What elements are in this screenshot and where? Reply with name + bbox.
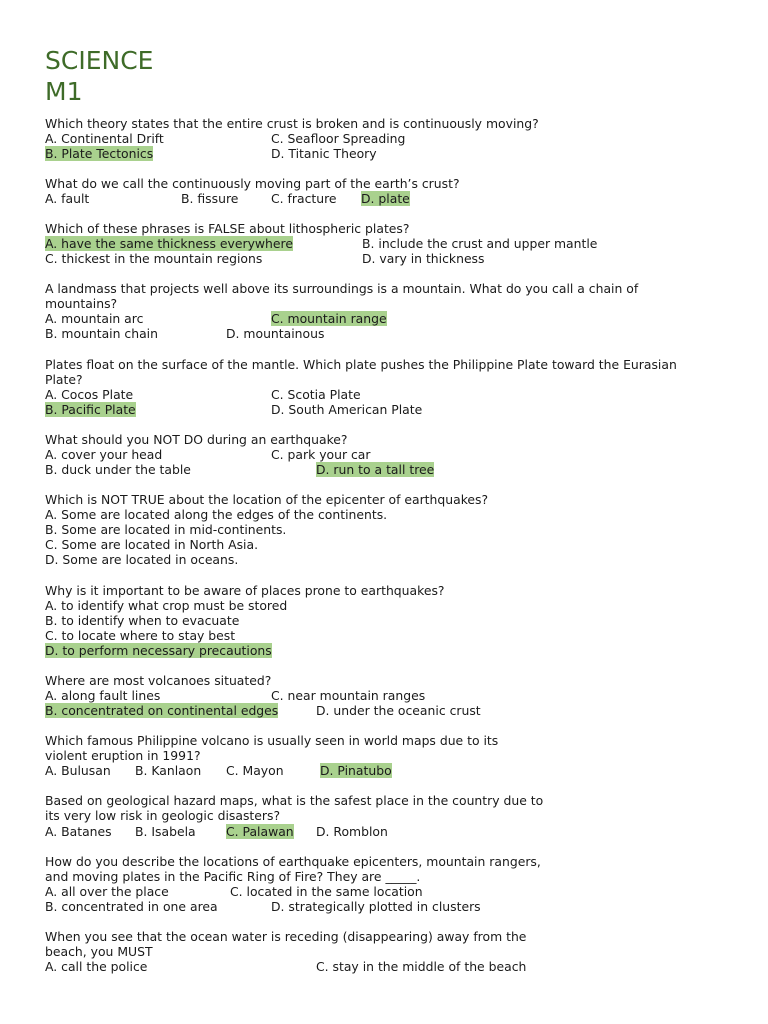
correct-answer-option: C. Palawan: [226, 824, 294, 839]
correct-answer-option: B. concentrated on continental edges: [45, 703, 279, 718]
correct-answer-option: B. Pacific Plate: [45, 402, 136, 417]
correct-answer-option: A. have the same thickness everywhere: [45, 236, 293, 251]
question-text: What do we call the continuously moving part of the earth’s crust?: [45, 176, 460, 191]
answer-option: B. duck under the table: [45, 462, 191, 477]
question-text: Which is NOT TRUE about the location of the epicenter of earthquakes?: [45, 492, 489, 507]
answer-option: B. Kanlaon: [135, 763, 202, 778]
answer-option: C. fracture: [271, 191, 337, 206]
answer-option: A. Bulusan: [45, 763, 111, 778]
question-text: beach, you MUST: [45, 944, 153, 959]
question-text: When you see that the ocean water is receding (disappearing) away from the: [45, 929, 527, 944]
answer-option: D. Titanic Theory: [271, 146, 377, 161]
question-text: Which of these phrases is FALSE about lithospheric plates?: [45, 221, 410, 236]
answer-option: D. vary in thickness: [362, 251, 485, 266]
answer-option: C. Seafloor Spreading: [271, 131, 406, 146]
answer-option: C. located in the same location: [230, 884, 423, 899]
answer-option: A. Cocos Plate: [45, 387, 134, 402]
answer-option: D. Romblon: [316, 824, 388, 839]
answer-option: D. Some are located in oceans.: [45, 552, 239, 567]
answer-option: A. call the police: [45, 959, 148, 974]
answer-option: A. fault: [45, 191, 90, 206]
question-text: Plates float on the surface of the mantle. Which plate pushes the Philippine Plate toward the Eurasian: [45, 357, 677, 372]
answer-option: A. Continental Drift: [45, 131, 164, 146]
answer-option: C. Scotia Plate: [271, 387, 361, 402]
correct-answer-option: B. Plate Tectonics: [45, 146, 154, 161]
answer-option: C. Some are located in North Asia.: [45, 537, 259, 552]
answer-option: D. mountainous: [226, 326, 325, 341]
answer-option: B. include the crust and upper mantle: [362, 236, 598, 251]
answer-option: A. all over the place: [45, 884, 169, 899]
answer-option: B. Isabela: [135, 824, 196, 839]
question-text: Where are most volcanoes situated?: [45, 673, 272, 688]
answer-option: A. along fault lines: [45, 688, 161, 703]
answer-option: C. to locate where to stay best: [45, 628, 236, 643]
correct-answer-option: D. plate: [361, 191, 410, 206]
subject-title: SCIENCE: [45, 46, 154, 75]
answer-option: A. to identify what crop must be stored: [45, 598, 288, 613]
correct-answer-option: D. run to a tall tree: [316, 462, 435, 477]
question-text: mountains?: [45, 296, 118, 311]
question-text: Why is it important to be aware of places prone to earthquakes?: [45, 583, 445, 598]
question-text: Which famous Philippine volcano is usually seen in world maps due to its: [45, 733, 499, 748]
answer-option: C. park your car: [271, 447, 371, 462]
answer-option: B. concentrated in one area: [45, 899, 218, 914]
question-text: its very low risk in geologic disasters?: [45, 808, 281, 823]
answer-option: A. mountain arc: [45, 311, 144, 326]
answer-option: C. Mayon: [226, 763, 284, 778]
question-text: What should you NOT DO during an earthquake?: [45, 432, 348, 447]
answer-option: C. near mountain ranges: [271, 688, 426, 703]
question-text: A landmass that projects well above its surroundings is a mountain. What do you call a chain of: [45, 281, 639, 296]
question-text: Plate?: [45, 372, 83, 387]
answer-option: A. cover your head: [45, 447, 163, 462]
answer-option: A. Batanes: [45, 824, 112, 839]
answer-option: C. stay in the middle of the beach: [316, 959, 527, 974]
answer-option: B. Some are located in mid-continents.: [45, 522, 287, 537]
answer-option: D. South American Plate: [271, 402, 423, 417]
correct-answer-option: D. to perform necessary precautions: [45, 643, 272, 658]
answer-option: B. mountain chain: [45, 326, 158, 341]
answer-option: D. strategically plotted in clusters: [271, 899, 481, 914]
question-text: How do you describe the locations of earthquake epicenters, mountain rangers,: [45, 854, 541, 869]
correct-answer-option: C. mountain range: [271, 311, 387, 326]
answer-option: A. Some are located along the edges of the continents.: [45, 507, 388, 522]
module-title: M1: [45, 77, 83, 106]
answer-option: B. to identify when to evacuate: [45, 613, 240, 628]
question-text: Which theory states that the entire crust is broken and is continuously moving?: [45, 116, 539, 131]
answer-option: B. fissure: [181, 191, 239, 206]
question-text: violent eruption in 1991?: [45, 748, 201, 763]
answer-option: D. under the oceanic crust: [316, 703, 481, 718]
answer-option: C. thickest in the mountain regions: [45, 251, 263, 266]
correct-answer-option: D. Pinatubo: [320, 763, 392, 778]
question-text: and moving plates in the Pacific Ring of Fire? They are _____.: [45, 869, 421, 884]
question-text: Based on geological hazard maps, what is the safest place in the country due to: [45, 793, 544, 808]
